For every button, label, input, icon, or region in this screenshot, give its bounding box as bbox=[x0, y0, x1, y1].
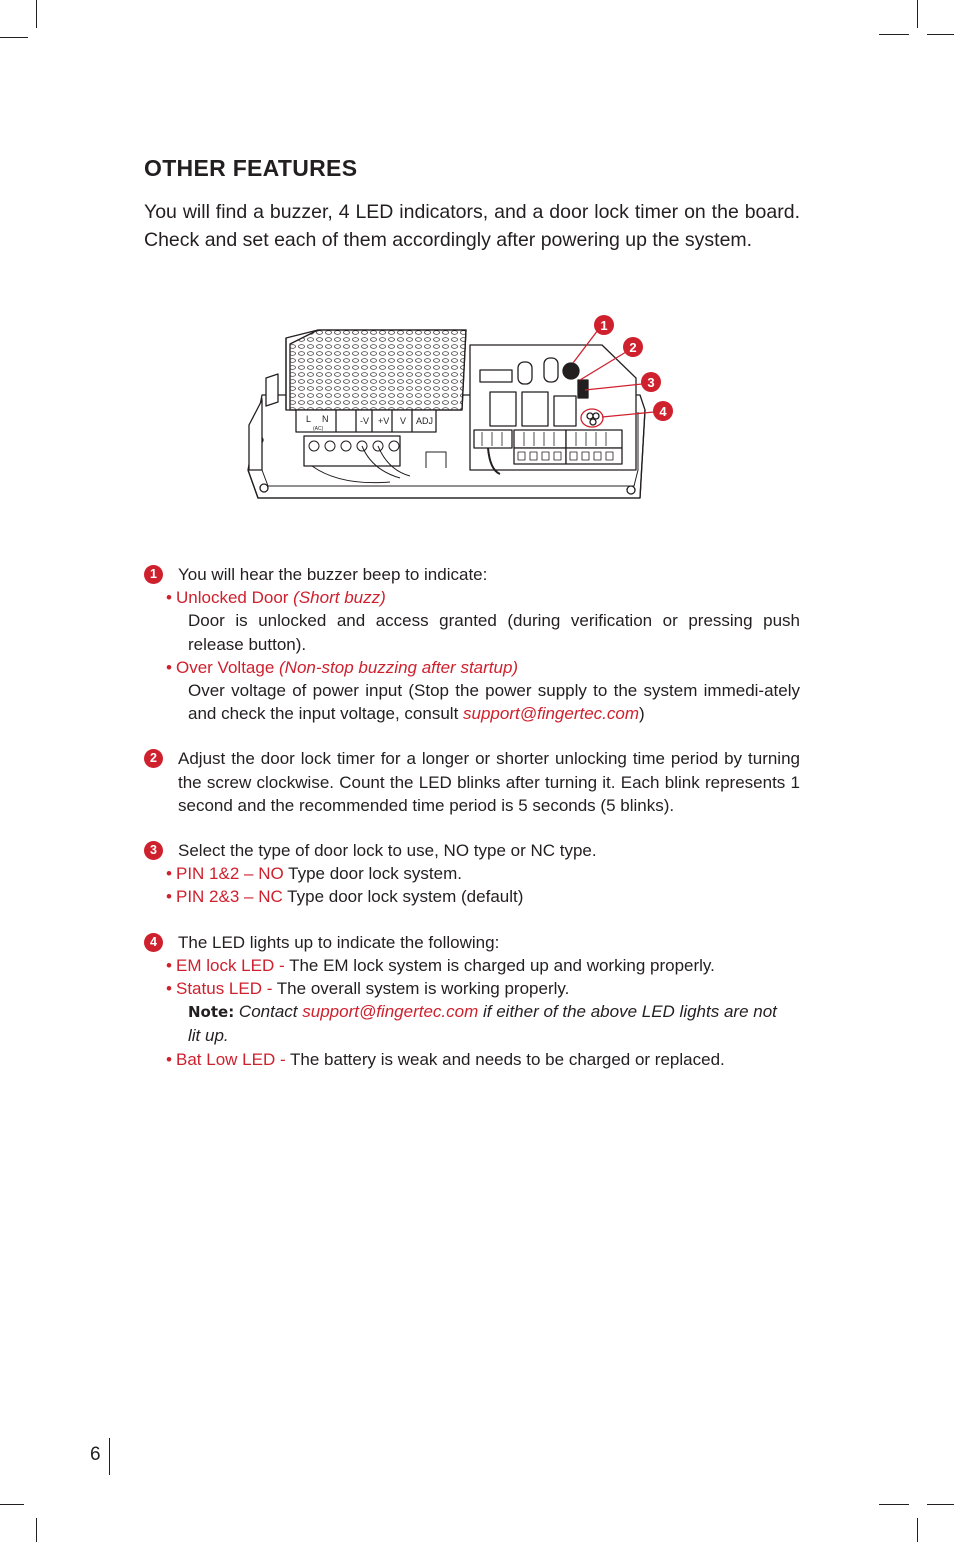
callout-4 bbox=[653, 401, 673, 421]
bullet-over-voltage: • Over Voltage (Non-stop buzzing after startup) bbox=[166, 656, 800, 679]
crop-mark-top-right-v bbox=[917, 0, 918, 28]
crop-mark-top-left-v bbox=[36, 0, 37, 28]
bullet-status-led: • Status LED - The overall system is working properly. bbox=[166, 977, 800, 1000]
unlocked-door-description: Door is unlocked and access granted (during verification or pressing push release button). bbox=[188, 611, 800, 654]
item-number-badge: 4 bbox=[144, 933, 163, 952]
psu-label-plus-v: +V bbox=[378, 416, 390, 426]
psu-label-v: V bbox=[400, 416, 407, 426]
feature-item-leds bbox=[144, 931, 800, 1071]
bullet-unlocked-door: • Unlocked Door (Short buzz) bbox=[166, 586, 800, 609]
psu-label-minus-v: -V bbox=[360, 416, 369, 426]
item-number-badge: 1 bbox=[144, 565, 163, 584]
feature-list bbox=[144, 563, 800, 1071]
psu-label-ac: (AC) bbox=[313, 426, 324, 432]
crop-mark-bottom-right-v bbox=[917, 1518, 918, 1542]
callout-2 bbox=[623, 337, 643, 357]
svg-text:2: 2 bbox=[629, 340, 637, 355]
feature-item-timer bbox=[144, 747, 800, 817]
support-email-link[interactable]: support@fingertec.com bbox=[463, 704, 640, 724]
bullet-pin-no: • PIN 1&2 – NO Type door lock system. bbox=[166, 862, 800, 885]
crop-mark-top-right-h1 bbox=[879, 34, 909, 35]
item-lead: Select the type of door lock to use, NO type or NC type. bbox=[178, 841, 597, 861]
bullet-em-lock-led: • EM lock LED - The EM lock system is charged up and working properly. bbox=[166, 954, 800, 977]
psu-label-l: L bbox=[306, 414, 312, 424]
item-number-badge: 2 bbox=[144, 749, 163, 768]
support-email-link[interactable]: support@fingertec.com bbox=[302, 1002, 479, 1022]
led-note: Note: Contact support@fingertec.com if either of the above LED lights are not lit up. bbox=[188, 1002, 777, 1046]
feature-item-buzzer bbox=[144, 563, 800, 725]
crop-mark-top-right-h2 bbox=[927, 34, 954, 35]
item-number-badge: 3 bbox=[144, 841, 163, 860]
feature-item-lock-type bbox=[144, 839, 800, 909]
over-voltage-description: Over voltage of power input (Stop the power supply to the system immedi-ately and check the input voltage, consult support@fingertec.com) bbox=[188, 681, 800, 724]
psu-label-n: N bbox=[322, 414, 329, 424]
item-lead: You will hear the buzzer beep to indicate: bbox=[178, 565, 488, 584]
svg-text:1: 1 bbox=[600, 318, 608, 333]
svg-text:4: 4 bbox=[659, 404, 667, 419]
callout-1 bbox=[594, 315, 614, 335]
callout-3 bbox=[641, 372, 661, 392]
crop-mark-bottom-left-h bbox=[0, 1504, 24, 1505]
crop-mark-bottom-left-v bbox=[36, 1518, 37, 1542]
section-title: OTHER FEATURES bbox=[144, 155, 358, 181]
bullet-pin-nc: • PIN 2&3 – NC Type door lock system (default) bbox=[166, 885, 800, 908]
crop-mark-bottom-right-h2 bbox=[927, 1504, 954, 1505]
page-number: 6 bbox=[90, 1444, 101, 1465]
control-board-illustration bbox=[240, 305, 680, 515]
crop-mark-bottom-right-h1 bbox=[879, 1504, 909, 1505]
crop-mark-top-left-h bbox=[0, 37, 28, 38]
intro-paragraph: You will find a buzzer, 4 LED indicators, and a door lock timer on the board. Check and set each of them accordingly after powering up the system. bbox=[144, 201, 800, 251]
psu-label-adj: ADJ bbox=[416, 416, 434, 426]
page-number-divider bbox=[109, 1438, 110, 1475]
svg-text:3: 3 bbox=[647, 375, 655, 390]
bullet-bat-low-led: • Bat Low LED - The battery is weak and needs to be charged or replaced. bbox=[166, 1048, 800, 1071]
timer-description: Adjust the door lock timer for a longer or shorter unlocking time period by turning the screw clockwise. Count the LED blinks after turning it. Each blink represents 1 second and the recommended time period is 5 seconds (5 blinks). bbox=[178, 749, 800, 815]
item-lead: The LED lights up to indicate the following: bbox=[178, 932, 500, 952]
